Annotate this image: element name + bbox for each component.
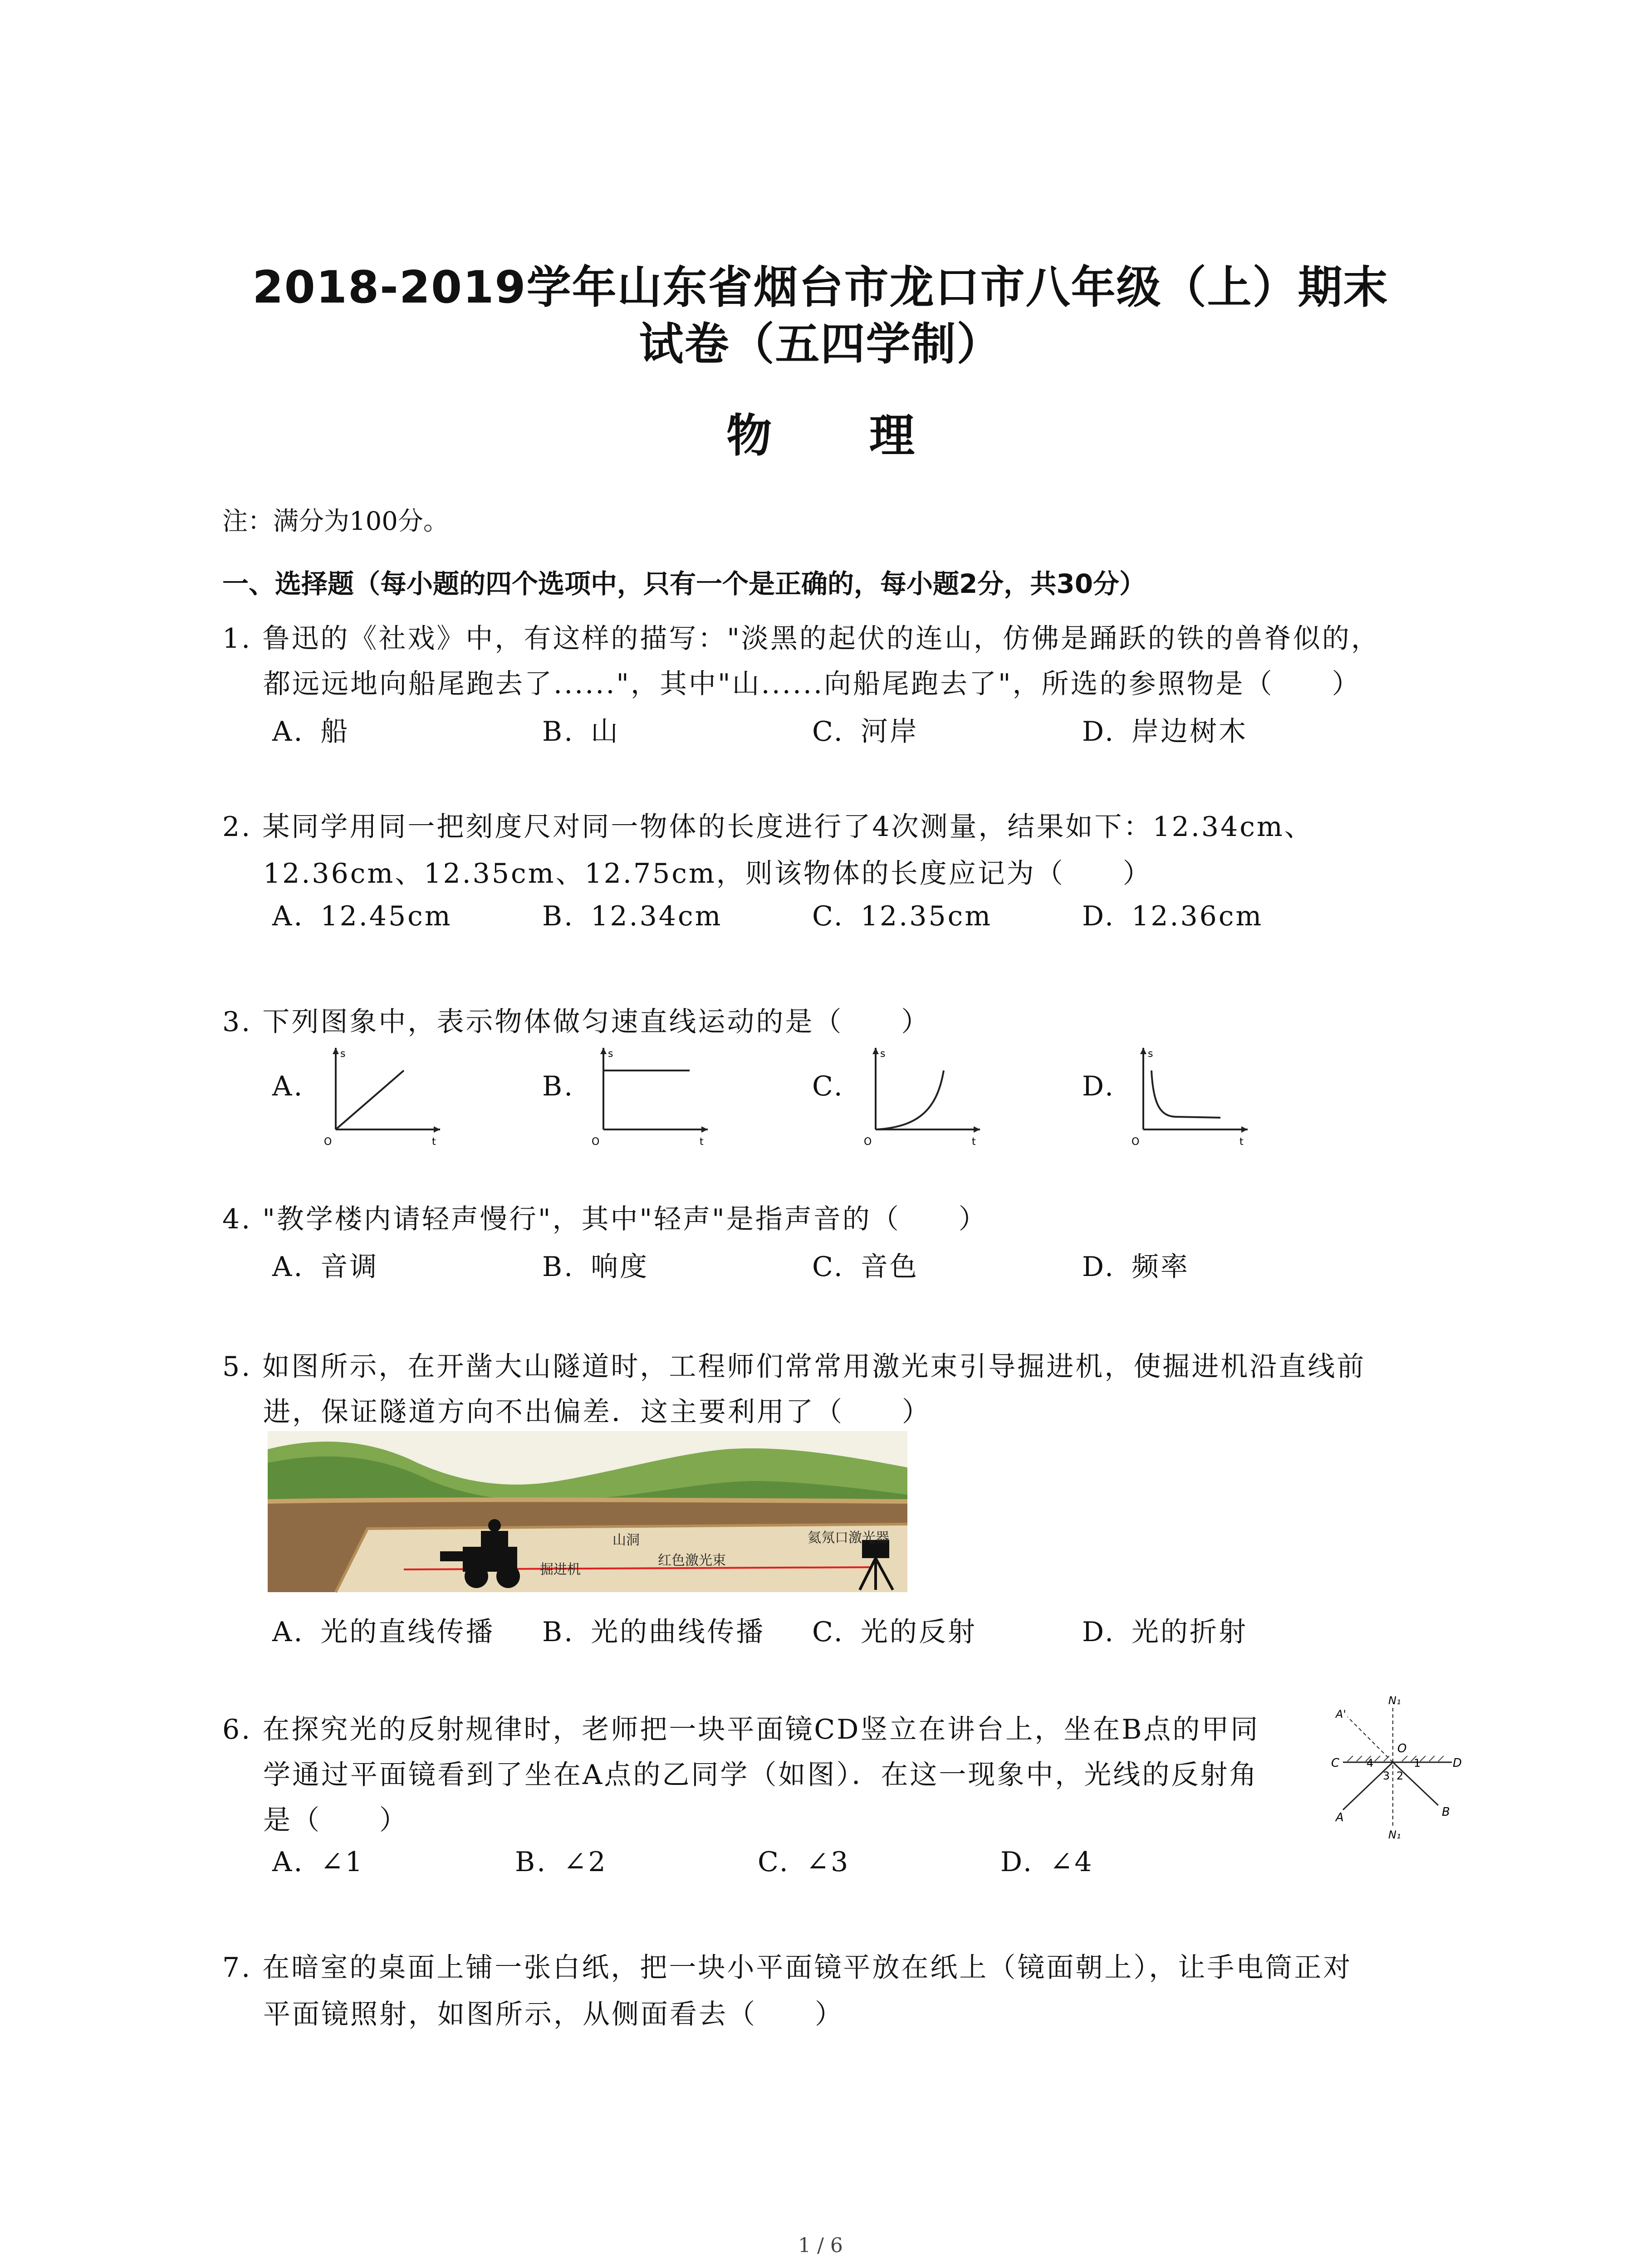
t-axis-label: t xyxy=(700,1136,704,1148)
subject-heading: 物 理 xyxy=(726,409,955,462)
option-label: D. xyxy=(1082,900,1116,932)
machine-cab xyxy=(481,1531,508,1549)
label-n-bottom: N₁ xyxy=(1388,1828,1401,1841)
label-machine: 掘进机 xyxy=(540,1562,581,1578)
option-label: A. xyxy=(272,716,304,748)
t-axis-arrow xyxy=(701,1126,708,1133)
option-text: ∠4 xyxy=(1050,1846,1094,1878)
option-c-label: C. xyxy=(812,1070,844,1102)
label-a: A xyxy=(1336,1811,1344,1824)
score-note: 注：满分为100分。 xyxy=(222,507,449,536)
question-text: 进，保证隧道方向不出偏差．这主要利用了（ ） xyxy=(263,1396,931,1428)
option-text: ∠3 xyxy=(806,1846,850,1878)
option-text: 光的直线传播 xyxy=(320,1616,495,1648)
option-label: C. xyxy=(812,1251,844,1283)
option-c xyxy=(812,900,992,932)
wheel-front xyxy=(465,1564,488,1588)
label-cave: 山洞 xyxy=(612,1532,640,1548)
question-text: 2. 某同学用同一把刻度尺对同一物体的长度进行了4次测量，结果如下：12.34cm、 xyxy=(222,811,1313,843)
option-text: 音调 xyxy=(320,1251,379,1283)
label-n-top: N₁ xyxy=(1388,1694,1401,1707)
option-c xyxy=(812,1610,977,1649)
page-number: 1 / 6 xyxy=(798,2234,843,2257)
graph-curve xyxy=(336,1070,404,1129)
graph-curve xyxy=(876,1070,944,1129)
question-text: 都远远地向船尾跑去了......"，其中"山......向船尾跑去了"，所选的参照物是（ ） xyxy=(263,668,1361,700)
s-axis-arrow xyxy=(872,1048,879,1054)
option-text: 岸边树木 xyxy=(1132,716,1248,748)
t-axis-arrow xyxy=(974,1126,980,1133)
option-label: D. xyxy=(1082,716,1116,748)
option-label: D. xyxy=(1082,1251,1116,1283)
question-text: 4. "教学楼内请轻声慢行"，其中"轻声"是指声音的（ ） xyxy=(222,1203,988,1235)
option-label: D. xyxy=(1082,1616,1116,1648)
option-label: D. xyxy=(1000,1846,1034,1878)
option-label: A. xyxy=(272,900,304,932)
t-axis-label: t xyxy=(972,1136,976,1148)
mirror-hatching xyxy=(1347,1756,1444,1761)
option-d xyxy=(1082,900,1263,932)
origin-label: O xyxy=(864,1136,872,1148)
option-a xyxy=(272,900,452,932)
s-axis-label: s xyxy=(340,1048,346,1060)
option-text: ∠1 xyxy=(320,1846,364,1878)
option-c xyxy=(812,1245,919,1284)
option-text: 响度 xyxy=(591,1251,649,1283)
option-b xyxy=(542,900,722,932)
option-b xyxy=(542,1610,765,1649)
question-text: 学通过平面镜看到了坐在A点的乙同学（如图）．在这一现象中，光线的反射角 xyxy=(263,1759,1259,1791)
s-axis-arrow xyxy=(1140,1048,1146,1054)
label-laser-device: 氦氖口激光器 xyxy=(808,1530,889,1546)
machine-arm xyxy=(440,1551,467,1561)
question-text: 平面镜照射，如图所示，从侧面看去（ ） xyxy=(263,1999,844,2030)
wheel-rear xyxy=(496,1564,520,1588)
option-text: 12.34cm xyxy=(591,900,723,932)
option-text: 河岸 xyxy=(860,716,919,748)
option-text: 山 xyxy=(591,716,620,748)
exam-title-line2: 试卷（五四学制） xyxy=(639,318,1002,370)
graph-a-linear xyxy=(318,1039,445,1148)
option-b xyxy=(542,710,620,749)
option-d xyxy=(1082,710,1248,749)
option-d xyxy=(1082,1245,1190,1284)
option-label: B. xyxy=(542,716,575,748)
question-text: 3. 下列图象中，表示物体做匀速直线运动的是（ ） xyxy=(222,1006,931,1038)
option-label: A. xyxy=(272,1251,304,1283)
option-text: 音色 xyxy=(860,1251,919,1283)
origin-label: O xyxy=(592,1136,600,1148)
option-text: 船 xyxy=(320,716,350,748)
virtual-ray xyxy=(1347,1717,1393,1762)
label-b: B xyxy=(1442,1805,1450,1819)
graph-b-constant xyxy=(585,1039,712,1148)
option-label: C. xyxy=(812,900,844,932)
label-angle-1: 1 xyxy=(1414,1757,1421,1769)
option-text: 12.45cm xyxy=(320,900,452,932)
s-axis-label: s xyxy=(608,1048,613,1060)
question-text: 1. 鲁迅的《社戏》中，有这样的描写："淡黑的起伏的连山，仿佛是踊跃的铁的兽脊似的， xyxy=(222,623,1380,655)
option-label: B. xyxy=(542,1251,575,1283)
label-c: C xyxy=(1331,1756,1340,1770)
t-axis-label: t xyxy=(1239,1136,1244,1148)
option-label: A. xyxy=(272,1846,304,1878)
question-text: 是（ ） xyxy=(263,1804,408,1836)
option-text: 频率 xyxy=(1132,1251,1190,1283)
s-axis-label: s xyxy=(880,1048,886,1060)
graph-curve xyxy=(1151,1070,1220,1118)
option-a xyxy=(272,1846,364,1878)
option-text: 光的反射 xyxy=(860,1616,977,1648)
label-a-prime: A' xyxy=(1336,1708,1347,1721)
option-d xyxy=(1082,1610,1248,1649)
section-heading-choice: 一、选择题（每小题的四个选项中，只有一个是正确的，每小题2分，共30分） xyxy=(222,568,1146,599)
option-label: B. xyxy=(542,1616,575,1648)
s-axis-label: s xyxy=(1148,1048,1153,1060)
option-b xyxy=(542,1245,649,1284)
option-label: C. xyxy=(758,1846,790,1878)
origin-label: O xyxy=(1132,1136,1140,1148)
reflection-diagram xyxy=(1325,1694,1461,1844)
option-text: 12.36cm xyxy=(1132,900,1264,932)
tunnel-laser-figure xyxy=(268,1431,907,1592)
option-a xyxy=(272,1610,495,1649)
origin-label: O xyxy=(324,1136,332,1148)
rock-layer xyxy=(268,1500,907,1501)
s-axis-arrow xyxy=(600,1048,607,1054)
t-axis-arrow xyxy=(434,1126,440,1133)
option-a xyxy=(272,1245,378,1284)
option-text: 光的曲线传播 xyxy=(591,1616,765,1648)
t-axis-arrow xyxy=(1241,1126,1248,1133)
label-angle-4: 4 xyxy=(1367,1757,1374,1769)
option-label: B. xyxy=(542,900,575,932)
option-a xyxy=(272,710,349,749)
s-axis-arrow xyxy=(333,1048,339,1054)
option-label: A. xyxy=(272,1616,304,1648)
question-text: 12.36cm、12.35cm、12.75cm，则该物体的长度应记为（ ） xyxy=(263,858,1152,890)
option-d xyxy=(1000,1846,1094,1878)
option-label: C. xyxy=(812,1616,844,1648)
option-c xyxy=(758,1846,850,1878)
option-text: 12.35cm xyxy=(860,900,993,932)
t-axis-label: t xyxy=(432,1136,436,1148)
graph-d-decaying xyxy=(1125,1039,1252,1148)
label-o: O xyxy=(1397,1742,1407,1755)
option-b xyxy=(515,1846,607,1878)
option-b-label: B. xyxy=(542,1070,575,1102)
option-c xyxy=(812,710,919,749)
graph-c-accelerating xyxy=(857,1039,985,1148)
label-beam: 红色激光束 xyxy=(658,1553,726,1569)
option-text: 光的折射 xyxy=(1132,1616,1248,1648)
option-d-label: D. xyxy=(1082,1070,1116,1102)
exam-title-line1: 2018-2019学年山东省烟台市龙口市八年级（上）期末 xyxy=(252,262,1389,313)
option-a-label: A. xyxy=(272,1070,304,1102)
option-text: ∠2 xyxy=(563,1846,607,1878)
label-angle-2: 2 xyxy=(1396,1769,1404,1782)
label-d: D xyxy=(1453,1756,1462,1770)
question-text: 5. 如图所示，在开凿大山隧道时，工程师们常常用激光束引导掘进机，使掘进机沿直线前 xyxy=(222,1351,1366,1383)
operator xyxy=(488,1519,501,1532)
question-text: 6. 在探究光的反射规律时，老师把一块平面镜CD竖立在讲台上，坐在B点的甲同 xyxy=(222,1714,1260,1745)
label-angle-3: 3 xyxy=(1383,1769,1390,1782)
question-text: 7. 在暗室的桌面上铺一张白纸，把一块小平面镜平放在纸上（镜面朝上），让手电筒正对 xyxy=(222,1952,1352,1984)
option-label: C. xyxy=(812,716,844,748)
option-label: B. xyxy=(515,1846,548,1878)
